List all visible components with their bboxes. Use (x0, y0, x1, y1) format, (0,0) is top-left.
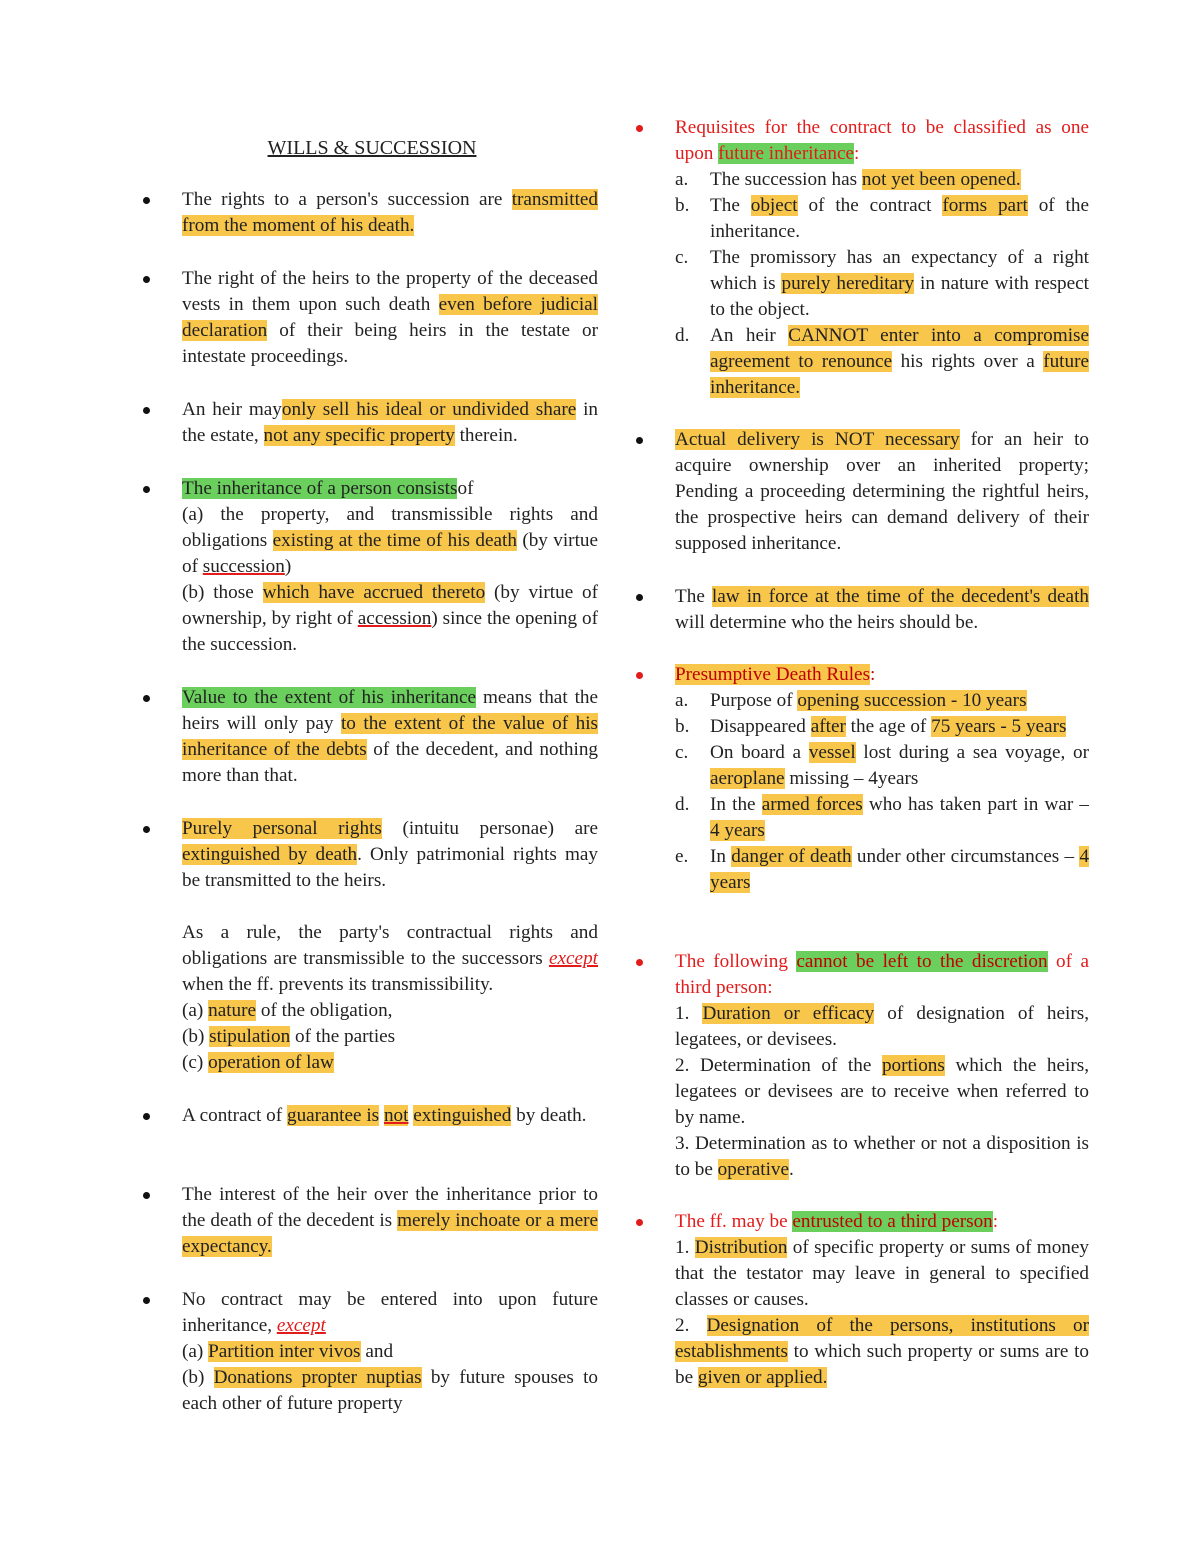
bullet-paragraph: The rights to a person's succession are transmitted from the moment of his death. (182, 187, 598, 239)
lettered-list (675, 167, 1089, 401)
list-item: a. The succession has not yet been opened. (675, 169, 1021, 190)
bullet-paragraph: Purely personal rights (intuitu personae) are extinguished by death. Only patrimonial rights may be transmitted to the heirs. (182, 816, 598, 894)
list-item: b. Disappeared after the age of 75 years - 5 years (675, 716, 1067, 737)
bullet-icon (143, 1113, 150, 1120)
bullet-paragraph: The right of the heirs to the property of the deceased vests in them upon such death even before judicial declaration of their being heirs in the testate or intestate proceedings. (182, 266, 598, 370)
bullet-icon (143, 695, 150, 702)
bullet-icon (636, 125, 643, 132)
bullet-paragraph: A contract of guarantee is not extinguished by death. (182, 1103, 598, 1129)
bullet-icon (143, 276, 150, 283)
list-item: a. Purpose of opening succession - 10 years (675, 690, 1027, 711)
bullet-icon (143, 826, 150, 833)
bullet-paragraph: No contract may be entered into upon future inheritance, except (a) Partition inter vivos and (b) Donations propter nuptias by future spouses to each other of future property (182, 1287, 598, 1417)
bullet-icon (636, 672, 643, 679)
list-item: e. In danger of death under other circumstances – 4 years (675, 846, 1090, 893)
list-item: d. An heir CANNOT enter into a compromise agreement to renounce his rights over a future inheritance. (675, 325, 1090, 398)
list-item: b. The object of the contract forms part of the inheritance. (675, 195, 1089, 242)
bullet-paragraph: An heir mayonly sell his ideal or undivided share in the estate, not any specific property therein. (182, 397, 598, 449)
bullet-icon (143, 197, 150, 204)
bullet-paragraph: The law in force at the time of the decedent's death will determine who the heirs should be. (675, 584, 1089, 636)
bullet-icon (143, 1297, 150, 1304)
bullet-paragraph: Requisites for the contract to be classified as one upon future inheritance: a. The succession has not yet been opened. b. The object of the contract forms part of the inheritance. c. The promissory has an expectancy of a right which is purely hereditary in nature with respect to the object. d. An heir CANNOT enter into a compromise agreement to renounce his rights over a future inheritance. (675, 115, 1089, 401)
bullet-icon (636, 437, 643, 444)
list-item: c. On board a vessel lost during a sea voyage, or aeroplane missing – 4years (675, 742, 1090, 789)
bullet-paragraph: The inheritance of a person consistsof (a) the property, and transmissible rights and obligations existing at the time of his death (by virtue of succession) (b) those which have accrued thereto (by virtue of ownership, by right of accession) since the opening of the succession. (182, 476, 598, 658)
bullet-paragraph: Actual delivery is NOT necessary for an heir to acquire ownership over an inherited property; Pending a proceeding determining the rightful heirs, the prospective heirs can demand delivery of their supposed inheritance. (675, 427, 1089, 557)
bullet-paragraph: The ff. may be entrusted to a third person: 1. Distribution of specific property or sums of money that the testator may leave in general to specified classes or causes. 2. Designation of the persons, institutions or establishments to which such property or sums are to be given or applied. (675, 1209, 1089, 1391)
bullet-icon (636, 959, 643, 966)
bullet-icon (143, 1192, 150, 1199)
bullet-paragraph: Value to the extent of his inheritance means that the heirs will only pay to the extent of the value of his inheritance of the debts of the decedent, and nothing more than that. (182, 685, 598, 789)
indented-paragraph: As a rule, the party's contractual rights and obligations are transmissible to the successors except when the ff. prevents its transmissibility. (a) nature of the obligation, (b) stipulation of the parties (c) operation of law (182, 922, 598, 1073)
bullet-icon (636, 1219, 643, 1226)
lettered-list (675, 688, 1089, 896)
bullet-paragraph: The following cannot be left to the discretion of a third person: 1. Duration or efficacy of designation of heirs, legatees, or devisees. 2. Determination of the portions which the heirs, legatees or devisees are to receive when referred to by name. 3. Determination as to whether or not a disposition is to be operative. (675, 949, 1089, 1183)
list-item: d. In the armed forces who has taken part in war – 4 years (675, 794, 1090, 841)
list-item: c. The promissory has an expectancy of a right which is purely hereditary in nature with respect to the object. (675, 247, 1090, 320)
bullet-icon (143, 407, 150, 414)
bullet-icon (143, 486, 150, 493)
page-title: WILLS & SUCCESSION (267, 137, 477, 159)
bullet-paragraph: The interest of the heir over the inheritance prior to the death of the decedent is merely inchoate or a mere expectancy. (182, 1182, 598, 1260)
bullet-icon (636, 594, 643, 601)
bullet-paragraph: Presumptive Death Rules: a. Purpose of opening succession - 10 years b. Disappeared after the age of 75 years - 5 years c. On board a vessel lost during a sea voyage, or aeroplane missing – 4years d. In the armed forces who has taken part in war – 4 years e. In danger of death under other circumstances – 4 years (675, 662, 1089, 896)
